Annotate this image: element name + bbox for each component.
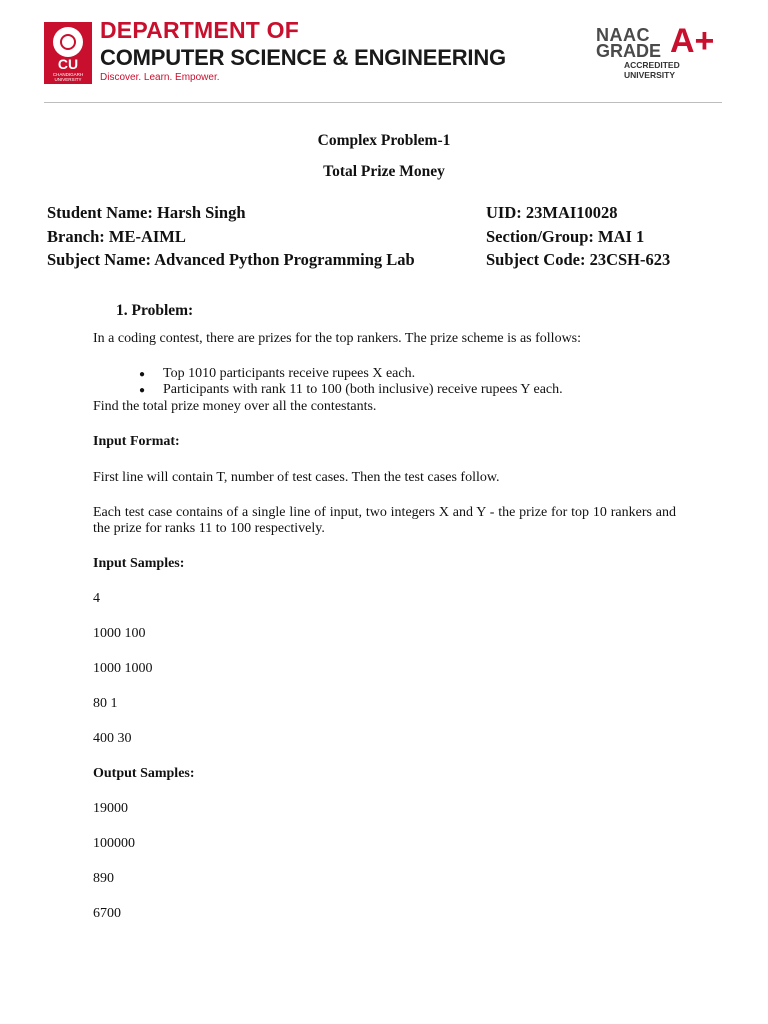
input-format-line2: Each test case contains of a single line of input, two integers X and Y - the prize for top 10 rankers and the prize for ranks 11 to 100 respectively. bbox=[93, 505, 676, 536]
output-sample: 19000 bbox=[93, 801, 128, 816]
header-divider bbox=[44, 102, 722, 103]
naac-grade: A+ bbox=[670, 22, 715, 60]
naac-badge bbox=[596, 22, 726, 80]
document-header bbox=[0, 0, 768, 110]
department-title-line2: COMPUTER SCIENCE & ENGINEERING bbox=[100, 45, 506, 70]
bullet-text: Top 1010 participants receive rupees X each. bbox=[163, 366, 416, 381]
output-sample: 100000 bbox=[93, 836, 135, 851]
input-sample: 4 bbox=[93, 591, 100, 606]
student-uid: UID: 23MAI10028 bbox=[486, 203, 618, 222]
problem-heading: 1. Problem: bbox=[116, 302, 194, 319]
input-sample: 400 30 bbox=[93, 731, 132, 746]
list-item bbox=[139, 382, 563, 399]
list-item bbox=[139, 366, 415, 383]
document-subtitle: Total Prize Money bbox=[323, 163, 445, 180]
input-format-heading: Input Format: bbox=[93, 434, 180, 449]
input-samples-heading: Input Samples: bbox=[93, 556, 185, 571]
output-sample: 890 bbox=[93, 871, 114, 886]
cu-logo bbox=[44, 22, 92, 84]
input-sample: 1000 1000 bbox=[93, 661, 153, 676]
student-name: Student Name: Harsh Singh bbox=[47, 203, 246, 222]
input-sample: 1000 100 bbox=[93, 626, 146, 641]
logo-subtext: CHANDIGARH UNIVERSITY bbox=[52, 72, 84, 82]
output-sample: 6700 bbox=[93, 906, 121, 921]
output-samples-heading: Output Samples: bbox=[93, 766, 195, 781]
problem-intro: In a coding contest, there are prizes for the top rankers. The prize scheme is as follows: bbox=[93, 331, 582, 346]
university-emblem-icon bbox=[53, 27, 83, 57]
department-title-line1: DEPARTMENT OF bbox=[100, 17, 299, 43]
input-sample: 80 1 bbox=[93, 696, 118, 711]
subject-code: Subject Code: 23CSH-623 bbox=[486, 250, 671, 269]
branch: Branch: ME-AIML bbox=[47, 227, 186, 246]
input-format-line1: First line will contain T, number of test cases. Then the test cases follow. bbox=[93, 470, 500, 485]
section-group: Section/Group: MAI 1 bbox=[486, 227, 645, 246]
find-total-text: Find the total prize money over all the contestants. bbox=[93, 399, 377, 414]
grade-label: GRADE bbox=[596, 41, 662, 61]
subject-name: Subject Name: Advanced Python Programming Lab bbox=[47, 250, 415, 269]
bullet-icon: ● bbox=[139, 385, 146, 396]
document-title: Complex Problem-1 bbox=[317, 132, 451, 149]
accredited-label: ACCREDITED UNIVERSITY bbox=[624, 60, 680, 80]
naac-label: NAAC bbox=[596, 25, 650, 45]
bullet-text: Participants with rank 11 to 100 (both inclusive) receive rupees Y each. bbox=[163, 382, 563, 397]
logo-text: CU bbox=[57, 56, 79, 72]
bullet-icon: ● bbox=[139, 369, 146, 380]
department-tagline: Discover. Learn. Empower. bbox=[100, 72, 220, 83]
